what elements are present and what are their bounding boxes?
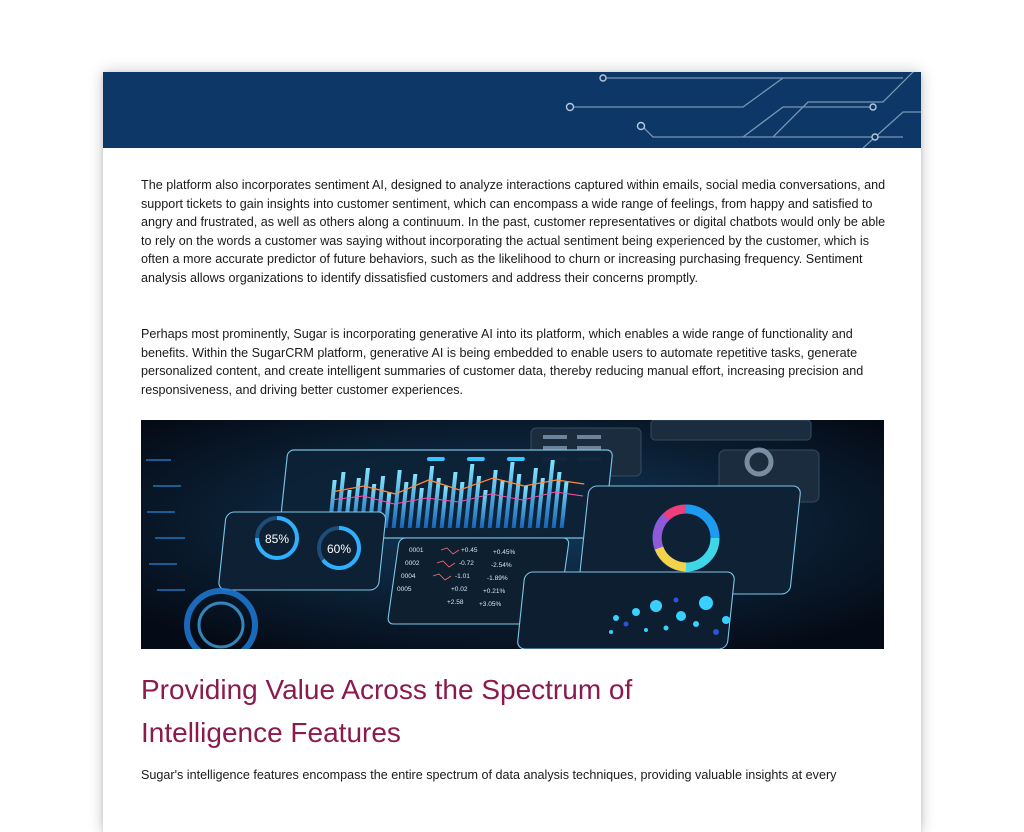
table-row-3-a: +0.02 [451, 586, 468, 593]
header-banner [103, 72, 921, 148]
table-row-2-a: -1.01 [455, 573, 470, 580]
document-page [103, 72, 921, 832]
table-row-3-b: +0.21% [483, 588, 506, 595]
table-row-1-a: -0.72 [459, 560, 474, 567]
circuit-pattern [103, 72, 921, 148]
paragraph-sentiment-ai: The platform also incorporates sentiment AI, designed to analyze interactions captured within emails, social media conversations, and support tickets to gain insights into customer sentiment, which can encompass a wide range of feelings, from happy and satisfied to angry and frustrated, as well as others along a continuum. In the past, customer representatives or digital chatbots would only be able to rely on the words a customer was saying without incorporating the actual sentiment being experienced by the customer, which is often a more accurate predictor of future behaviors, such as the likelihood to churn or increasing purchasing frequency. Sentiment analysis allows organizations to identify dissatisfied customers and address their concerns promptly. [141, 178, 886, 285]
table-row-1-id: 0002 [405, 560, 420, 567]
dashboard-hero-image [141, 420, 884, 649]
table-row-4-b: +3.05% [479, 601, 502, 608]
table-row-0-a: +0.45 [461, 547, 478, 554]
paragraph-intelligence-features: Sugar's intelligence features encompass the entire spectrum of data analysis techniques, providing valuable insights at every [141, 768, 837, 782]
table-row-4-a: +2.58 [447, 599, 464, 606]
table-row-3-id: 0005 [397, 586, 412, 593]
paragraph-generative-ai: Perhaps most prominently, Sugar is incorporating generative AI into its platform, which enables a wide range of functionality and benefits. Within the SugarCRM platform, generative AI is being embedded to enable users to automate repetitive tasks, generate personalized content, and create intelligent summaries of customer data, thereby reducing manual effort, increasing precision and responsiveness, and driving better customer experiences. [141, 327, 864, 397]
table-row-2-id: 0004 [401, 573, 416, 580]
table-row-0-id: 0001 [409, 547, 424, 554]
gauge-left-label: 85% [264, 532, 290, 546]
table-row-0-b: +0.45% [493, 549, 516, 556]
section-heading: Providing Value Across the Spectrum of Intelligence Features [141, 674, 633, 748]
table-row-1-b: -2.54% [491, 562, 512, 569]
gauge-right-label: 60% [326, 542, 352, 556]
table-row-2-b: -1.89% [487, 575, 508, 582]
